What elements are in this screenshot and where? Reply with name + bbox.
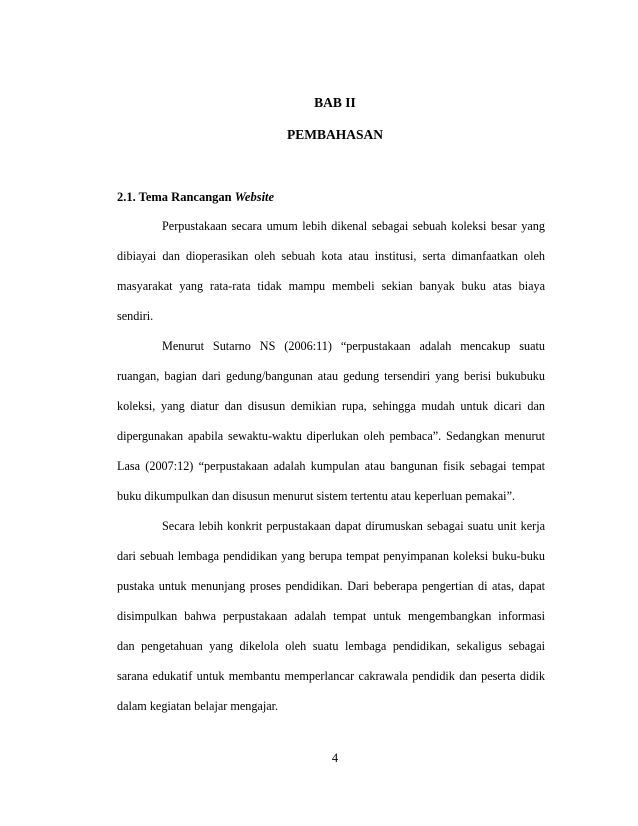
- chapter-label: BAB II: [314, 95, 356, 110]
- body-line: ruangan, bagian dari gedung/bangunan atau gedung tersendiri yang berisi bukubuku: [117, 369, 545, 383]
- body-line: pustaka untuk menunjang proses pendidikan. Dari beberapa pengertian di atas, dapat: [117, 579, 545, 593]
- section-title-italic: Website: [234, 190, 275, 204]
- body-line: koleksi, yang diatur dan disusun demikian rupa, sehingga mudah untuk dicari dan: [117, 399, 545, 413]
- body-line: masyarakat yang rata-rata tidak mampu membeli sekian banyak buku atas biaya: [117, 279, 545, 293]
- body-line: Perpustakaan secara umum lebih dikenal sebagai sebuah koleksi besar yang: [162, 219, 545, 233]
- body-line: Menurut Sutarno NS (2006:11) “perpustakaan adalah mencakup suatu: [162, 339, 545, 353]
- body-line: dari sebuah lembaga pendidikan yang berupa tempat penyimpanan koleksi buku-buku: [117, 549, 545, 563]
- page-number: 4: [331, 751, 339, 765]
- body-line: sendiri.: [117, 309, 154, 323]
- body-line: sarana edukatif untuk membantu memperlancar cakrawala pendidik dan peserta didik: [117, 669, 545, 683]
- body-line: dibiayai dan dioperasikan oleh sebuah kota atau institusi, serta dimanfaatkan oleh: [117, 249, 545, 263]
- body-line: Secara lebih konkrit perpustakaan dapat dirumuskan sebagai suatu unit kerja: [162, 519, 545, 533]
- section-number-title: 2.1. Tema Rancangan: [117, 190, 235, 204]
- body-line: disimpulkan bahwa perpustakaan adalah tempat untuk mengembangkan informasi: [117, 609, 545, 623]
- body-line: dan pengetahuan yang dikelola oleh suatu lembaga pendidikan, sekaligus sebagai: [117, 639, 545, 653]
- body-line: buku dikumpulkan dan disusun menurut sistem tertentu atau keperluan pemakai”.: [117, 489, 516, 503]
- body-line: dalam kegiatan belajar mengajar.: [117, 699, 279, 713]
- body-line: Lasa (2007:12) “perpustakaan adalah kumpulan atau bangunan fisik sebagai tempat: [117, 459, 545, 473]
- section-heading: [117, 190, 274, 205]
- chapter-title: PEMBAHASAN: [286, 127, 383, 142]
- body-line: dipergunakan apabila sewaktu-waktu diperlukan oleh pembaca”. Sedangkan menurut: [117, 429, 545, 443]
